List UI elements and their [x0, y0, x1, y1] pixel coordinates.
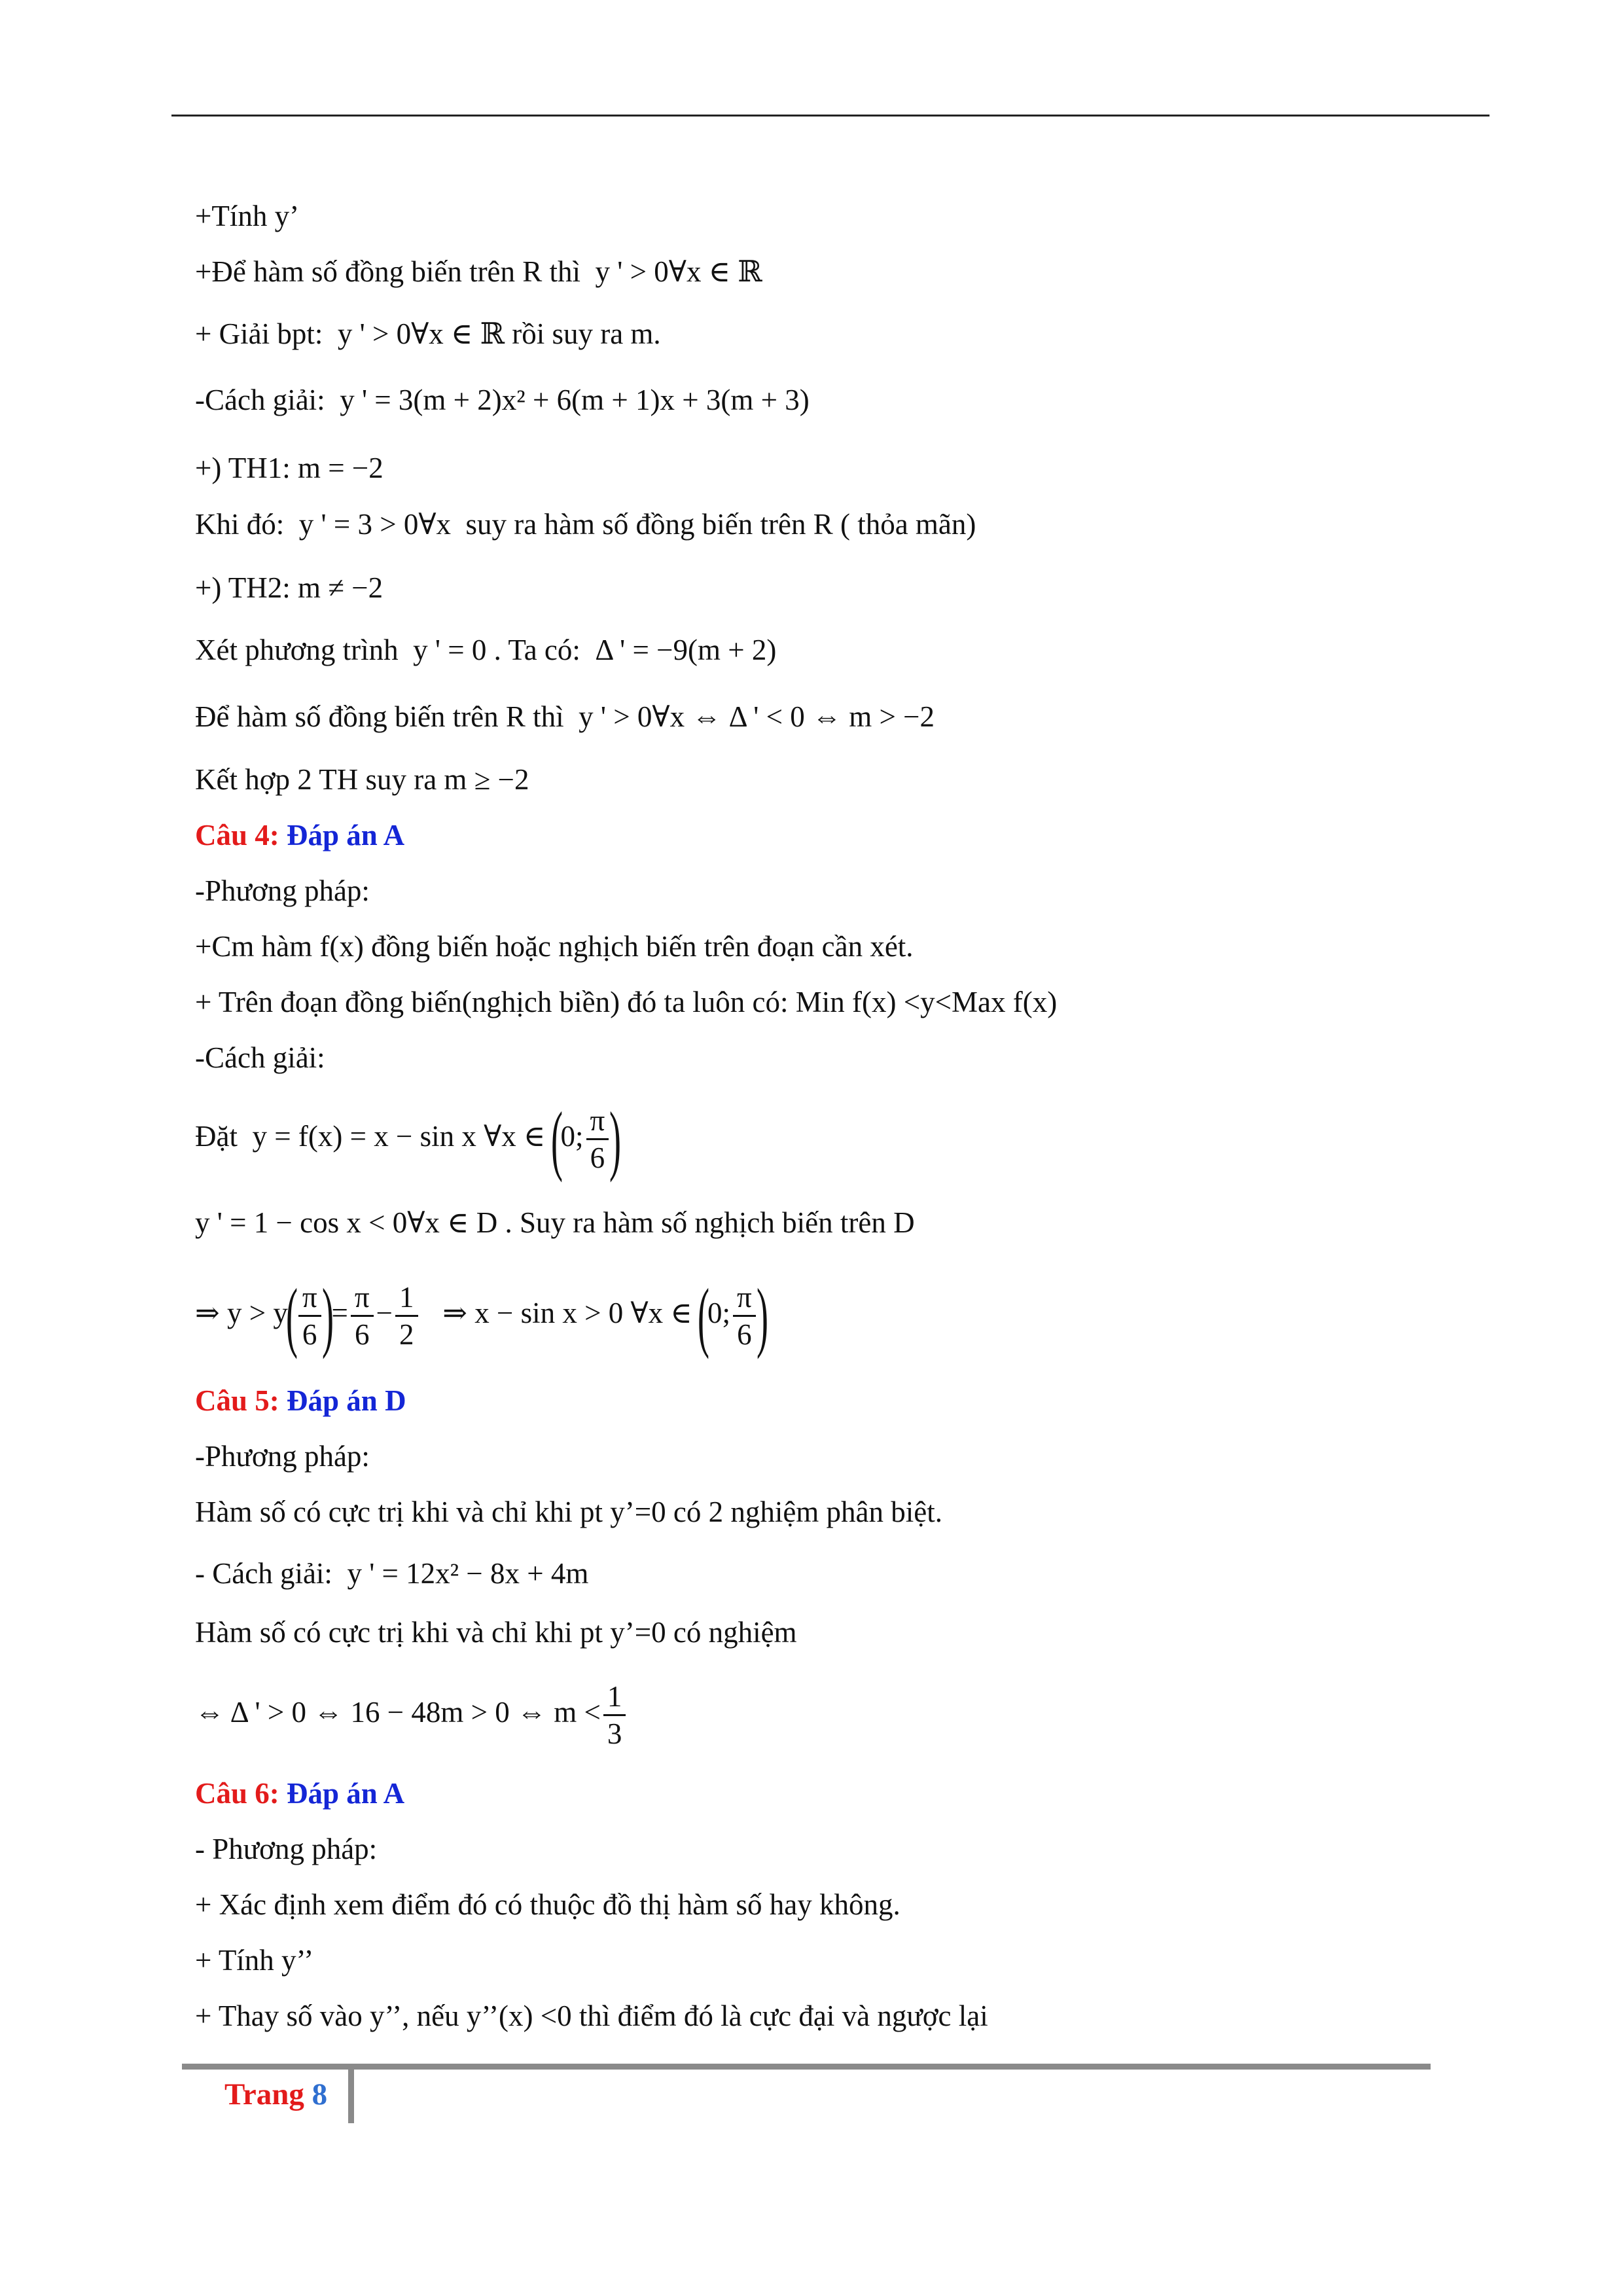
text-line: + Xác định xem điểm đó có thuộc đồ thị hàm số hay không. [195, 1888, 901, 1921]
footer-rule [182, 2064, 1431, 2070]
text-line: Xét phương trình y ' = 0 . Ta có: Δ ' = −9(m + 2) [195, 634, 777, 666]
text-line: -Cách giải: [195, 1041, 325, 1074]
formula-line: ⇒ y > y( $\frac{\pi}{6}$ )= $\frac{\pi}{6}$ − $\frac{1}{2}$ ⇒ x − sin x > 0 ∀x ∈ (0; $\frac{\pi}{6}$ ) [195, 1272, 768, 1359]
text-line: + Tính y’’ [195, 1944, 314, 1977]
text-line: +Cm hàm f(x) đồng biến hoặc nghịch biến trên đoạn cần xét. [195, 930, 914, 963]
text-line: +Để hàm số đồng biến trên R thì y ' > 0∀x ∈ ℝ [195, 255, 762, 288]
formula-line: y ' = 1 − cos x < 0∀x ∈ D . Suy ra hàm số nghịch biến trên D [195, 1206, 915, 1239]
formula-line: - Cách giải: y ' = 12x² − 8x + 4m [195, 1557, 589, 1590]
header-rule [171, 115, 1489, 117]
text-line: + Thay số vào y’’, nếu y’’(x) <0 thì điểm đó là cực đại và ngược lại [195, 2000, 988, 2032]
formula-line: -Cách giải: y ' = 3(m + 2)x² + 6(m + 1)x + 3(m + 3) [195, 384, 810, 416]
question-heading-4: Câu 4: Đáp án A [195, 819, 405, 852]
text-line: + Trên đoạn đồng biến(nghịch biền) đó ta luôn có: Min f(x) <y<Max f(x) [195, 986, 1058, 1018]
formula-line: ⇔ Δ ' > 0 ⇔ 16 − 48m > 0 ⇔ m < $\frac{1}{3}$ [195, 1673, 628, 1751]
page-number: Trang 8 [224, 2077, 328, 2111]
text-line: + Giải bpt: y ' > 0∀x ∈ ℝ rồi suy ra m. [195, 317, 661, 350]
question-heading-5: Câu 5: Đáp án D [195, 1384, 406, 1417]
question-heading-6: Câu 6: Đáp án A [195, 1777, 405, 1810]
text-line: +) TH1: m = −2 [195, 452, 383, 484]
formula-line: Đặt y = f(x) = x − sin x ∀x ∈ (0; $\frac{\pi}{6}$ ) [195, 1095, 622, 1183]
text-line: Khi đó: y ' = 3 > 0∀x suy ra hàm số đồng biến trên R ( thỏa mãn) [195, 508, 976, 541]
text-line: Kết hợp 2 TH suy ra m ≥ −2 [195, 763, 529, 796]
text-line: -Phương pháp: [195, 1440, 370, 1473]
text-line: - Phương pháp: [195, 1833, 378, 1865]
text-line: +Tính y’ [195, 200, 300, 232]
footer-divider [348, 2070, 354, 2123]
text-line: Hàm số có cực trị khi và chỉ khi pt y’=0 có 2 nghiệm phân biệt. [195, 1496, 943, 1528]
text-line: +) TH2: m ≠ −2 [195, 571, 383, 604]
text-line: -Phương pháp: [195, 874, 370, 907]
text-line: Để hàm số đồng biến trên R thì y ' > 0∀x ⇔ Δ ' < 0 ⇔ m > −2 [195, 700, 935, 733]
text-line: Hàm số có cực trị khi và chỉ khi pt y’=0 có nghiệm [195, 1616, 797, 1649]
